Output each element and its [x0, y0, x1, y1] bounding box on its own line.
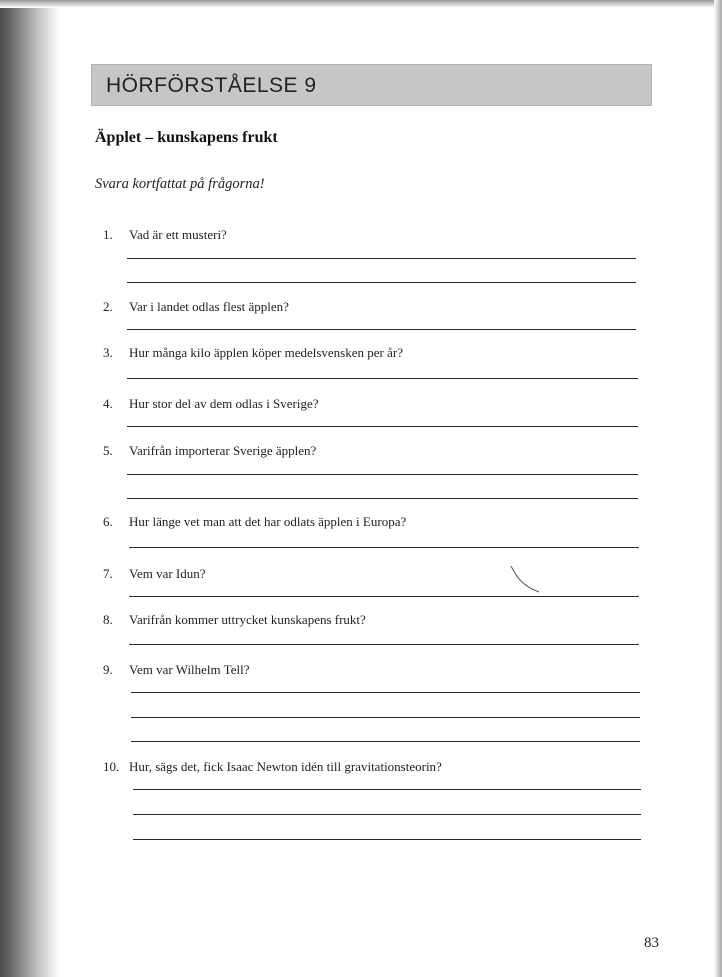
pencil-stroke-mark — [508, 564, 542, 594]
question-3 — [103, 345, 403, 361]
answer-line-5b[interactable] — [127, 498, 638, 499]
question-text: Vad är ett musteri? — [129, 227, 227, 242]
answer-line-10c[interactable] — [133, 839, 641, 840]
question-number: 7. — [103, 566, 113, 581]
question-6 — [103, 514, 406, 530]
question-text: Varifrån importerar Sverige äpplen? — [129, 443, 317, 458]
question-text: Vem var Wilhelm Tell? — [129, 662, 250, 677]
question-text: Hur många kilo äpplen köper medelsvensken per år? — [129, 345, 403, 360]
section-header — [91, 64, 652, 106]
answer-line-1b[interactable] — [127, 282, 636, 283]
section-title: HÖRFÖRSTÅELSE 9 — [106, 74, 317, 97]
question-number: 4. — [103, 396, 113, 411]
question-number: 10. — [103, 759, 120, 774]
answer-line-3[interactable] — [127, 378, 638, 379]
answer-line-6[interactable] — [129, 547, 639, 548]
question-1 — [103, 227, 227, 243]
question-text: Varifrån kommer uttrycket kunskapens frukt? — [129, 612, 366, 627]
question-text: Hur stor del av dem odlas i Sverige? — [129, 396, 319, 411]
answer-line-9c[interactable] — [131, 741, 640, 742]
worksheet-subtitle: Äpplet – kunskapens frukt — [95, 129, 278, 146]
question-text: Vem var Idun? — [129, 566, 206, 581]
question-text: Hur, sägs det, fick Isaac Newton idén till gravitationsteorin? — [129, 759, 442, 774]
question-number: 6. — [103, 514, 113, 529]
question-number: 3. — [103, 345, 113, 360]
question-text: Var i landet odlas flest äpplen? — [129, 299, 289, 314]
answer-line-9a[interactable] — [131, 692, 640, 693]
question-9 — [103, 662, 249, 678]
answer-line-10b[interactable] — [133, 814, 641, 815]
answer-line-5a[interactable] — [127, 474, 638, 475]
question-4 — [103, 396, 319, 412]
question-text: Hur länge vet man att det har odlats äpplen i Europa? — [129, 514, 407, 529]
answer-line-8[interactable] — [129, 644, 639, 645]
answer-line-7[interactable] — [129, 596, 639, 597]
question-5 — [103, 443, 316, 459]
answer-line-1a[interactable] — [127, 258, 636, 259]
question-8 — [103, 612, 366, 628]
answer-line-9b[interactable] — [131, 717, 640, 718]
question-2 — [103, 299, 289, 315]
question-10 — [103, 759, 442, 775]
question-7 — [103, 566, 206, 582]
question-number: 1. — [103, 227, 113, 242]
question-number: 9. — [103, 662, 113, 677]
page-number: 83 — [644, 935, 659, 951]
answer-line-4[interactable] — [127, 426, 638, 427]
instruction-text: Svara kortfattat på frågorna! — [95, 176, 265, 192]
question-number: 5. — [103, 443, 113, 458]
question-number: 8. — [103, 612, 113, 627]
answer-line-10a[interactable] — [133, 789, 641, 790]
question-number: 2. — [103, 299, 113, 314]
answer-line-2[interactable] — [127, 329, 636, 330]
